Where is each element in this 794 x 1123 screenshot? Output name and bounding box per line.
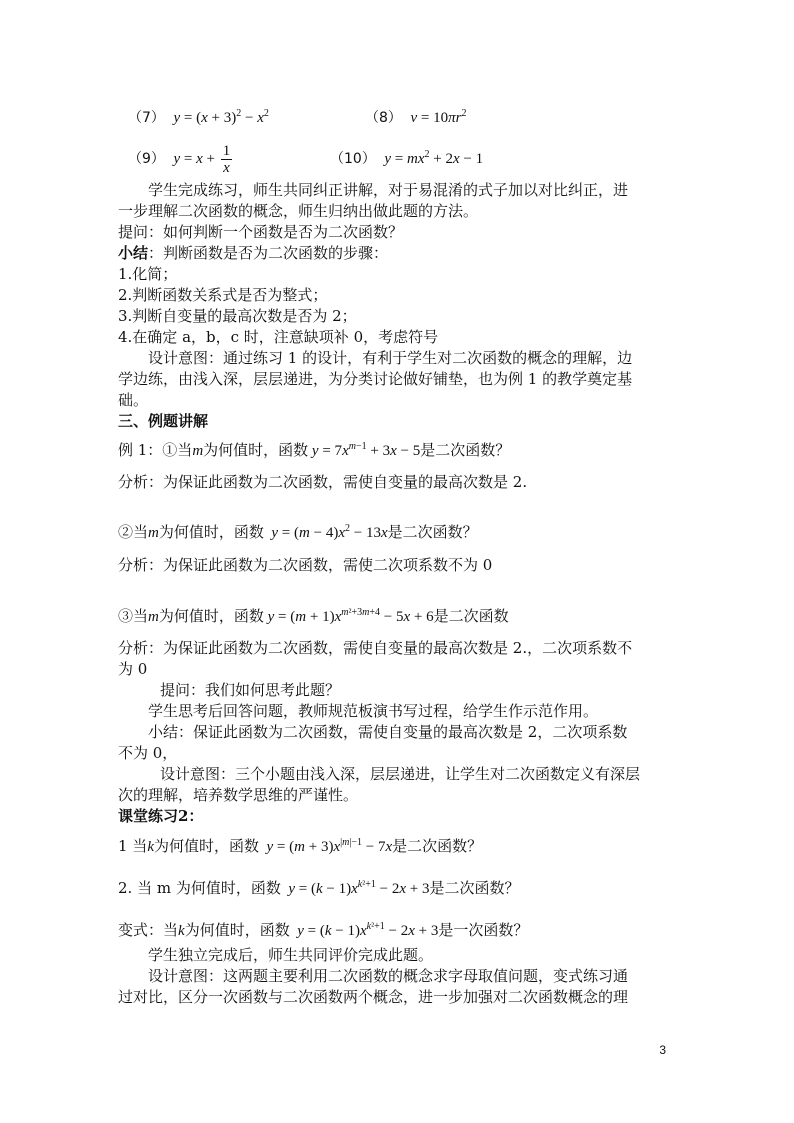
exercise-10-formula: $y = mx^2 + 2x - 1$ [380, 149, 484, 167]
design-intent-2: 设计意图：三个小题由浅入深，层层递进，让学生对二次函数定义有深层 [160, 765, 641, 783]
analysis-3: 分析：为保证此函数为二次函数，需使自变量的最高次数是 2.，二次项系数不 [118, 639, 633, 657]
example-2-mid: 为何值时，函数 [158, 523, 264, 541]
exercise-8 [365, 107, 466, 128]
exercise-9 [128, 142, 234, 176]
question-1: 提问：如何判断一个函数是否为二次函数？ [118, 223, 404, 241]
example-2-suffix: 是二次函数？ [387, 523, 478, 541]
example-1-suffix: 是二次函数？ [420, 441, 511, 459]
section-heading-examples: 三、例题讲解 [118, 412, 209, 430]
design-intent-3: 设计意图：这两题主要利用二次函数的概念求字母取值问题，变式练习通 [148, 967, 629, 985]
exercise-8-formula: $v = 10\pi r^2$ [406, 108, 467, 126]
analysis-2: 分析：为保证此函数为二次函数，需使二次项系数不为 0 [118, 556, 493, 574]
exercise-8-label: （8） [365, 110, 402, 126]
practice-question-1-suffix: 是二次函数？ [392, 837, 483, 855]
example-3: ③当m为何值时，函数 $y = (m + 1)x^{m^2+3m+4} - 5x + 6$是二次函数 [118, 607, 509, 625]
page-number: 3 [659, 1043, 666, 1057]
paragraph-1: 学生完成练习，师生共同纠正讲解，对于易混淆的式子加以对比纠正，进 [148, 181, 629, 199]
exercise-9-label: （9） [128, 151, 165, 167]
paragraph-3: 学生独立完成后，师生共同评价完成此题。 [148, 946, 434, 964]
summary-text: ：判断函数是否为二次函数的步骤： [148, 244, 389, 262]
step-2: 2.判断函数关系式是否为整式； [118, 286, 328, 304]
design-intent-3-cont: 过对比，区分一次函数与二次函数两个概念，进一步加强对二次函数概念的理 [118, 988, 629, 1006]
exercise-10-label: （10） [330, 151, 376, 167]
design-intent-1-end: 础。 [118, 391, 149, 409]
step-4: 4.在确定 a，b，c 时，注意缺项补 0，考虑符号 [118, 328, 439, 346]
summary-2-cont: 不为 0， [118, 744, 178, 762]
practice-question-2: 2. 当 m 为何值时，函数 $y = (k - 1)x^{k^2+1} - 2x + 3$是二次函数？ [118, 879, 520, 897]
example-2: ②当m为何值时，函数 $y = (m - 4)x^2 - 13x$是二次函数？ [118, 523, 478, 541]
design-intent-1-cont: 学边练，由浅入深，层层递进，为分类讨论做好铺垫，也为例 1 的教学奠定基 [118, 370, 633, 388]
exercise-7-formula: $y = (x + 3)^2 - x^2$ [169, 108, 269, 126]
example-1-prefix: 例 1：①当 [118, 441, 193, 459]
exercise-7 [128, 107, 269, 128]
practice-question-2-suffix: 是二次函数？ [429, 879, 520, 897]
example-3-prefix: ③当 [118, 607, 149, 625]
practice-2-heading: 课堂练习2： [118, 807, 204, 825]
summary-2: 小结：保证此函数为二次函数，需使自变量的最高次数是 2，二次项系数 [148, 723, 628, 741]
analysis-1: 分析：为保证此函数为二次函数，需使自变量的最高次数是 2. [118, 473, 528, 491]
exercise-7-label: （7） [128, 110, 165, 126]
exercise-9-formula: y = x + $\frac{1}{x}$ [169, 142, 231, 176]
summary-label: 小结 [118, 244, 149, 262]
variant-prefix: 变式：当 [118, 921, 179, 939]
practice-question-2-prefix: 2. 当 m 为何值时，函数 [118, 879, 281, 897]
step-1: 1.化简； [118, 265, 178, 283]
practice-question-1-mid: 为何值时，函数 [153, 837, 259, 855]
paragraph-2: 学生思考后回答问题，教师规范板演书写过程，给学生作示范作用。 [148, 702, 599, 720]
variant-mid: 为何值时，函数 [184, 921, 290, 939]
practice-question-1: 1 当k为何值时，函数 $y = (m + 3)x^{|m|-1} - 7x$是二次函数？ [118, 837, 483, 855]
summary-1 [118, 243, 388, 263]
design-intent-1: 设计意图：通过练习 1 的设计，有利于学生对二次函数的概念的理解，边 [148, 349, 633, 367]
design-intent-2-cont: 次的理解，培养数学思维的严谨性。 [118, 786, 359, 804]
step-3: 3.判断自变量的最高次数是否为 2； [118, 307, 357, 325]
variant-suffix: 是一次函数？ [438, 921, 529, 939]
question-2: 提问：我们如何思考此题？ [160, 681, 341, 699]
example-3-suffix: 是二次函数 [433, 607, 509, 625]
example-3-mid: 为何值时，函数 [158, 607, 264, 625]
variant-question: 变式：当k为何值时，函数 $y = (k - 1)x^{k^2+1} - 2x + 3$是一次函数？ [118, 921, 529, 939]
paragraph-1-cont: 一步理解二次函数的概念，师生归纳出做此题的方法。 [118, 202, 479, 220]
example-1: 例 1：①当m为何值时，函数 $y = 7x^{m-1} + 3x - 5$是二次函数？ [118, 441, 511, 459]
example-2-prefix: ②当 [118, 523, 149, 541]
exercise-10 [330, 148, 483, 169]
example-1-mid: 为何值时，函数 [203, 441, 309, 459]
practice-question-1-prefix: 1 当 [118, 837, 148, 855]
analysis-3-cont: 为 0 [118, 660, 148, 678]
